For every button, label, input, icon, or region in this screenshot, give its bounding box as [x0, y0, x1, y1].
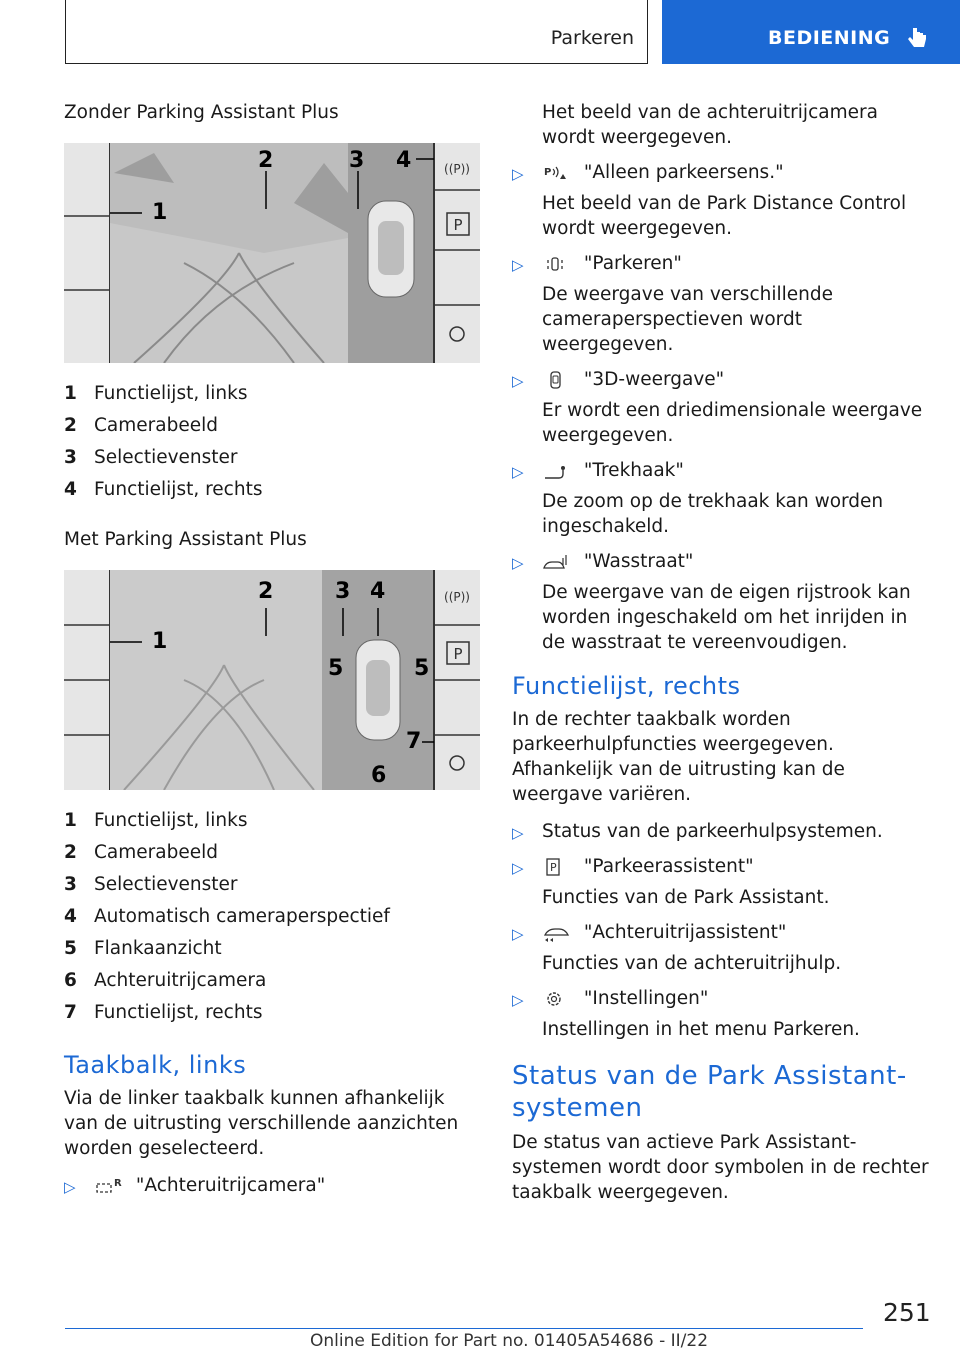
paragraph-status: De status van actieve Park Assistant-systemen wordt door symbolen in de rechter taakbalk weergegeven.	[512, 1132, 929, 1203]
paragraph-taakbalk: Via de linker taakbalk kunnen afhankelijk van de uitrusting verschillende aanzichten worden geselecteerd.	[64, 1088, 459, 1159]
legend-list-1	[64, 377, 484, 505]
bullet-description: Er wordt een driedimensionale weergave weergegeven.	[542, 400, 923, 446]
tow-hitch-icon	[542, 461, 570, 481]
bullet-description: Functies van de achteruitrijhulp.	[542, 953, 842, 974]
callout-label: 4	[396, 148, 412, 173]
list-item: ▷ P "Parkeerassistent"	[512, 854, 932, 881]
bullet-triangle-icon: ▷	[512, 165, 524, 183]
callout-label: 5	[328, 656, 344, 681]
bullet-description: Instellingen in het menu Parkeren.	[542, 1019, 860, 1040]
list-item: 1 Functielijst, links	[64, 382, 248, 404]
list-item: 3 Selectievenster	[64, 873, 238, 895]
bullet-triangle-icon: ▷	[512, 925, 524, 943]
list-item: 4 Functielijst, rechts	[64, 478, 263, 500]
list-item: 2 Camerabeeld	[64, 414, 218, 436]
bullet-triangle-icon: ▷	[64, 1178, 76, 1196]
list-item: 1 Functielijst, links	[64, 809, 248, 831]
header-section-title: Parkeren	[550, 27, 634, 49]
svg-text:P: P	[550, 861, 557, 874]
list-item: 3 Selectievenster	[64, 446, 238, 468]
list-item: ▷ "3D-weergave"	[512, 367, 932, 394]
rear-camera-icon	[94, 1176, 122, 1196]
list-item: ▷ "Wasstraat"	[512, 549, 932, 576]
bullet-triangle-icon: ▷	[512, 859, 524, 877]
svg-text:P: P	[453, 216, 463, 234]
list-item: 4 Automatisch cameraperspectief	[64, 905, 390, 927]
footer-divider	[65, 1328, 863, 1329]
hand-pointer-icon	[906, 26, 928, 52]
svg-text:((P)): ((P))	[444, 590, 470, 604]
reverse-assistant-icon	[542, 923, 570, 943]
list-item: 5 Flankaanzicht	[64, 937, 222, 959]
camera-screen-illustration	[64, 143, 480, 363]
bullet-description: De zoom op de trekhaak kan worden ingeschakeld.	[542, 491, 884, 537]
heading-functielijst-rechts: Functielijst, rechts	[512, 672, 741, 700]
heading-taakbalk-links: Taakbalk, links	[64, 1051, 247, 1079]
figure-with-plus	[64, 570, 480, 790]
svg-text:P: P	[544, 167, 552, 178]
heading-status-park-assistant: Status van de Park Assistant-systemen	[512, 1061, 907, 1123]
callout-label: 6	[371, 763, 387, 788]
bullet-triangle-icon: ▷	[512, 824, 524, 842]
page-number: 251	[883, 1298, 931, 1327]
header-chapter-label: BEDIENING	[768, 27, 891, 49]
list-item: ▷ "Instellingen"	[512, 986, 932, 1013]
callout-label: 2	[258, 579, 274, 604]
parking-view-icon	[542, 254, 570, 274]
callout-label: 7	[406, 729, 422, 754]
svg-text:P: P	[453, 645, 463, 663]
settings-icon	[542, 989, 570, 1009]
park-assistant-icon	[542, 857, 570, 877]
bullet-description: Het beeld van de Park Distance Control wordt weergegeven.	[542, 193, 907, 239]
rear-camera-description: Het beeld van de achteruitrijcamera wordt weergegeven.	[542, 102, 878, 148]
list-item: ▷ "Achteruitrijassistent"	[512, 920, 932, 947]
list-item: 6 Achteruitrijcamera	[64, 969, 267, 991]
callout-label: 3	[335, 579, 351, 604]
bullet-triangle-icon: ▷	[512, 256, 524, 274]
camera-screen-illustration-plus	[64, 570, 480, 790]
list-item: 7 Functielijst, rechts	[64, 1001, 263, 1023]
bullet-triangle-icon: ▷	[512, 463, 524, 481]
footer-edition: Online Edition for Part no. 01405A54686 - II/22	[310, 1331, 709, 1351]
pdc-sensor-icon	[542, 163, 570, 183]
callout-label: 5	[414, 656, 430, 681]
list-item: ▷ R "Achteruitrijcamera"	[64, 1173, 484, 1200]
callout-label: 1	[152, 629, 168, 654]
callout-label: 1	[152, 200, 168, 225]
bullet-triangle-icon: ▷	[512, 991, 524, 1009]
paragraph-functielijst-rechts: In de rechter taakbalk worden parkeerhulpfuncties weergegeven. Afhankelijk van de uitrusting kan de weergave variëren.	[512, 709, 845, 805]
right-column	[512, 100, 932, 1217]
subheading-without-plus: Zonder Parking Assistant Plus	[64, 102, 339, 123]
car-wash-icon	[542, 552, 570, 572]
svg-text:R: R	[114, 1178, 122, 1189]
figure-without-plus	[64, 143, 480, 363]
bullet-description: De weergave van de eigen rijstrook kan worden ingeschakeld om het inrijden in de wasstraat te vereenvoudigen.	[542, 582, 911, 653]
bullet-triangle-icon: ▷	[512, 372, 524, 390]
list-item: ▷ "Trekhaak"	[512, 458, 932, 485]
list-item: ▷ P "Alleen parkeersens."	[512, 160, 932, 187]
subheading-with-plus: Met Parking Assistant Plus	[64, 529, 307, 550]
callout-label: 3	[349, 148, 365, 173]
list-item: ▷ "Parkeren"	[512, 251, 932, 278]
list-item: 2 Camerabeeld	[64, 841, 218, 863]
bullet-triangle-icon: ▷	[512, 554, 524, 572]
list-item: ▷ Status van de parkeerhulpsystemen.	[512, 819, 932, 846]
svg-text:((P)): ((P))	[444, 162, 470, 176]
bullet-description: Functies van de Park Assistant.	[542, 887, 830, 908]
header-chapter-tab[interactable]	[662, 0, 960, 64]
3d-view-icon	[542, 370, 570, 390]
bullet-description: De weergave van verschillende cameraperspectieven wordt weergegeven.	[542, 284, 833, 355]
callout-label: 2	[258, 148, 274, 173]
callout-label: 4	[370, 579, 386, 604]
left-column	[64, 100, 484, 1204]
legend-list-2	[64, 804, 484, 1028]
